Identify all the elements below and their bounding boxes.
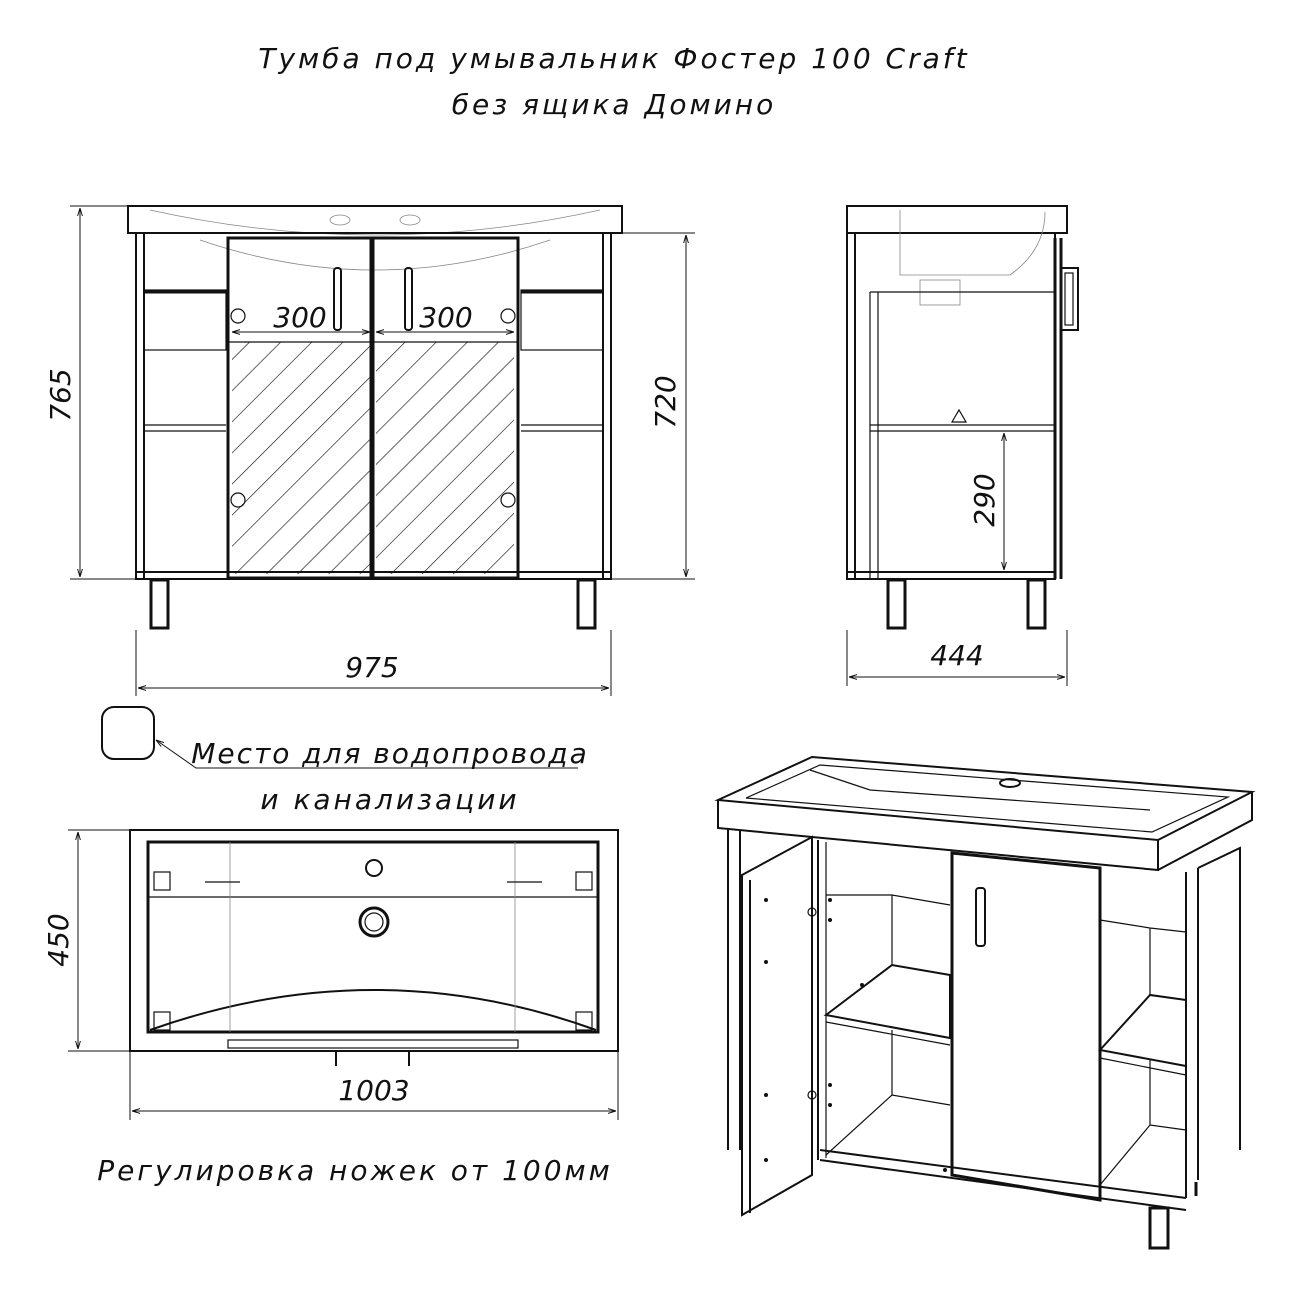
title-line-1: Тумба под умывальник Фостер 100 Craft <box>258 42 970 75</box>
top-view <box>42 830 618 1120</box>
dim-top-width: 1003 <box>338 1074 410 1107</box>
dim-side-depth: 444 <box>930 639 984 672</box>
dim-front-height: 765 <box>44 368 77 422</box>
side-view <box>847 206 1078 686</box>
title-line-2: без ящика Домино <box>451 88 777 121</box>
legend <box>102 707 589 816</box>
front-view <box>44 206 695 696</box>
dim-top-depth: 450 <box>42 913 75 967</box>
leg-adjust-note: Регулировка ножек от 100мм <box>97 1154 613 1187</box>
legend-line-1: Место для водопровода <box>191 737 589 770</box>
isometric-view <box>718 757 1252 1248</box>
dim-front-width: 975 <box>345 651 399 684</box>
dim-door-right: 300 <box>419 301 473 334</box>
legend-line-2: и канализации <box>260 783 520 816</box>
dim-door-left: 300 <box>273 301 327 334</box>
dim-side-shelf-height: 290 <box>968 473 1001 527</box>
dim-front-inner-height: 720 <box>649 375 682 429</box>
